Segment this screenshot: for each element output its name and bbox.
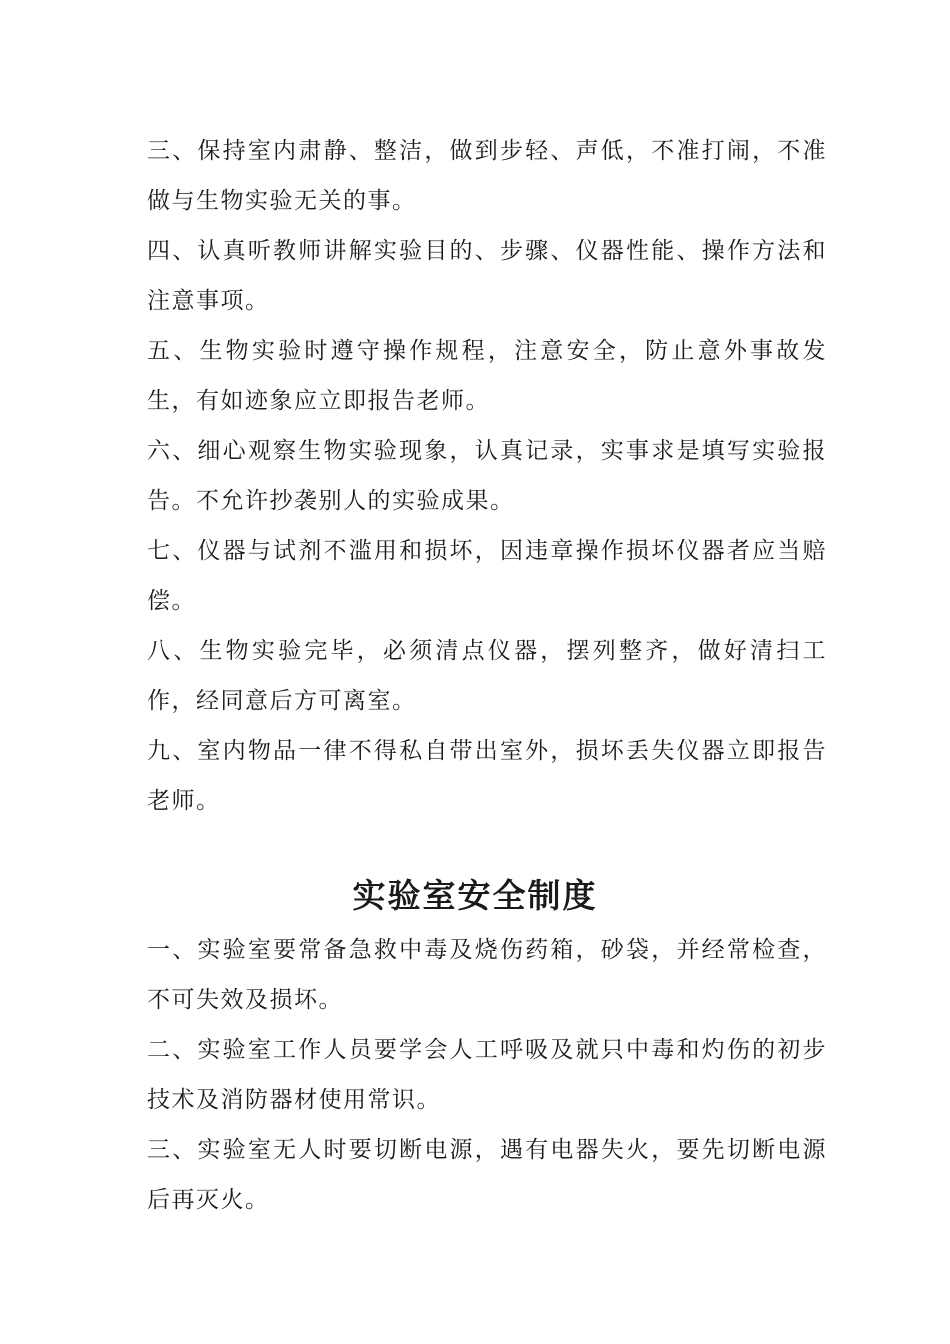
rule-item-4: 四、认真听教师讲解实验目的、步骤、仪器性能、操作方法和注意事项。	[147, 238, 827, 314]
rule-item-9: 九、室内物品一律不得私自带出室外，损坏丢失仪器立即报告老师。	[147, 738, 827, 814]
rule-item-7: 七、仪器与试剂不滥用和损坏，因违章操作损坏仪器者应当赔偿。	[147, 538, 827, 614]
rule-item-6: 六、细心观察生物实验现象，认真记录，实事求是填写实验报告。不允许抄袭别人的实验成果。	[147, 438, 827, 514]
rule-item-5: 五、生物实验时遵守操作规程，注意安全，防止意外事故发生，有如迹象应立即报告老师。	[147, 338, 827, 414]
safety-item-1: 一、实验室要常备急救中毒及烧伤药箱，砂袋，并经常检查，不可失效及损坏。	[147, 937, 827, 1013]
rule-item-3: 三、保持室内肃静、整洁，做到步轻、声低，不准打闹，不准做与生物实验无关的事。	[147, 138, 827, 214]
safety-section-title: 实验室安全制度	[352, 876, 598, 915]
safety-rules-list	[147, 925, 827, 1225]
lab-rules-list	[147, 126, 827, 826]
safety-item-2: 二、实验室工作人员要学会人工呼吸及就只中毒和灼伤的初步技术及消防器材使用常识。	[147, 1037, 827, 1113]
safety-item-3: 三、实验室无人时要切断电源，遇有电器失火，要先切断电源后再灭火。	[147, 1137, 827, 1213]
rule-item-8: 八、生物实验完毕，必须清点仪器，摆列整齐，做好清扫工作，经同意后方可离室。	[147, 638, 827, 714]
